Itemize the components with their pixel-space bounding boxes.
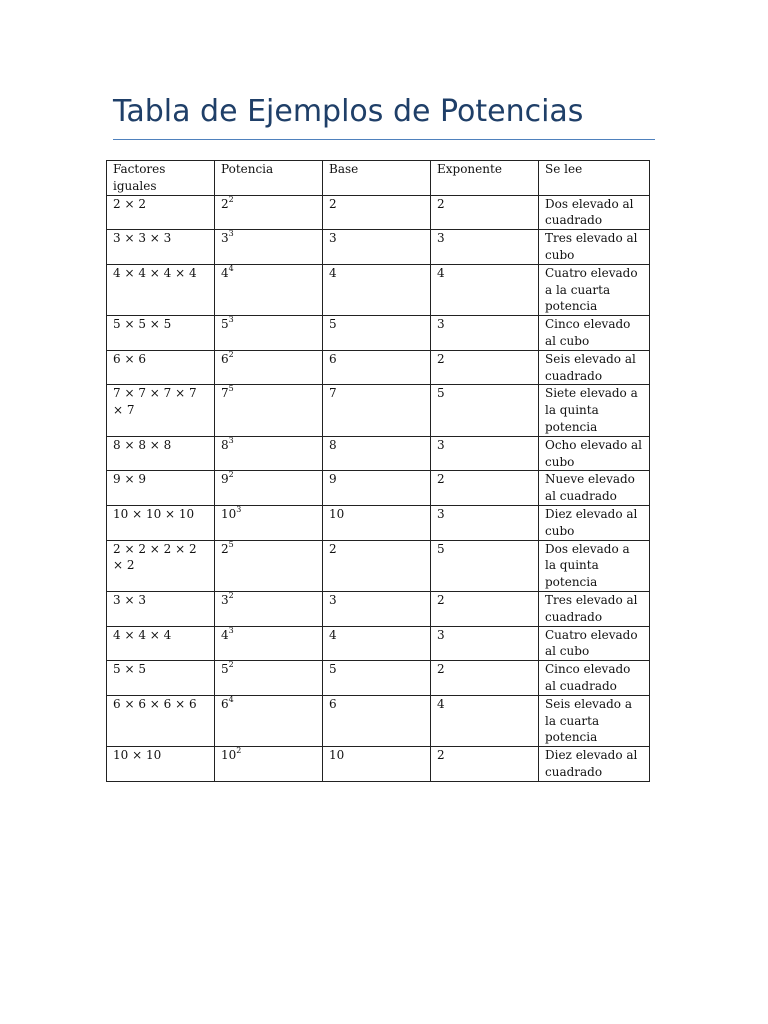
cell-factores: 10 × 10 × 10: [107, 505, 215, 540]
cell-potencia: [215, 471, 323, 506]
title-underline-rule: [113, 139, 655, 140]
power-exponent: 3: [228, 436, 234, 445]
power-exponent: 3: [228, 315, 234, 325]
table-row: [107, 316, 650, 351]
cell-se-lee: Siete elevado a la quinta potencia: [539, 385, 650, 436]
power-base: 2: [221, 541, 229, 556]
cell-factores: 4 × 4 × 4: [107, 626, 215, 661]
cell-exponente: 5: [431, 385, 539, 436]
header-base: Base: [323, 161, 431, 196]
cell-potencia: [215, 385, 323, 436]
cell-factores: 3 × 3: [107, 591, 215, 626]
power-base: 10: [221, 506, 237, 521]
header-row: [107, 161, 650, 196]
table-row: [107, 747, 650, 782]
cell-se-lee: Nueve elevado al cuadrado: [539, 471, 650, 506]
power-base: 3: [221, 231, 229, 246]
table-row: [107, 471, 650, 506]
cell-se-lee: Seis elevado a la cuarta potencia: [539, 695, 650, 746]
power-exponent: 2: [228, 350, 234, 359]
cell-factores: 9 × 9: [107, 471, 215, 506]
power-base: 5: [221, 662, 229, 677]
cell-se-lee: Diez elevado al cuadrado: [539, 747, 650, 782]
table-row: [107, 661, 650, 696]
header-se-lee: Se lee: [539, 161, 650, 196]
power-exponent: 2: [228, 470, 234, 480]
cell-exponente: 4: [431, 695, 539, 746]
cell-exponente: 2: [431, 591, 539, 626]
cell-se-lee: Ocho elevado al cubo: [539, 436, 650, 471]
cell-factores: 5 × 5 × 5: [107, 316, 215, 351]
cell-base: 7: [323, 385, 431, 436]
power-exponent: 2: [236, 746, 242, 756]
power-base: 4: [221, 265, 229, 280]
cell-base: 3: [323, 591, 431, 626]
cell-potencia: [215, 626, 323, 661]
table-row: [107, 591, 650, 626]
cell-potencia: [215, 505, 323, 540]
cell-base: 6: [323, 695, 431, 746]
powers-table: [106, 160, 650, 782]
cell-exponente: 3: [431, 316, 539, 351]
cell-exponente: 2: [431, 350, 539, 385]
header-factores-iguales: Factores iguales: [107, 161, 215, 196]
power-exponent: 2: [228, 660, 234, 670]
cell-potencia: [215, 540, 323, 591]
power-base: 4: [221, 627, 229, 642]
power-exponent: 5: [228, 384, 234, 394]
power-base: 6: [221, 351, 229, 366]
cell-base: 3: [323, 230, 431, 265]
power-exponent: 4: [228, 264, 234, 273]
cell-exponente: 3: [431, 230, 539, 265]
table-row: [107, 230, 650, 265]
power-exponent: 5: [228, 540, 234, 549]
cell-se-lee: Tres elevado al cubo: [539, 230, 650, 265]
power-base: 2: [221, 196, 229, 211]
cell-base: 6: [323, 350, 431, 385]
cell-factores: 10 × 10: [107, 747, 215, 782]
cell-factores: 8 × 8 × 8: [107, 436, 215, 471]
cell-exponente: 3: [431, 436, 539, 471]
cell-exponente: 2: [431, 747, 539, 782]
power-base: 10: [221, 748, 237, 763]
cell-base: 4: [323, 626, 431, 661]
cell-exponente: 3: [431, 505, 539, 540]
document-title: Tabla de Ejemplos de Potencias: [113, 94, 584, 129]
cell-exponente: 5: [431, 540, 539, 591]
cell-base: 10: [323, 505, 431, 540]
table-row: [107, 436, 650, 471]
cell-base: 9: [323, 471, 431, 506]
cell-potencia: [215, 661, 323, 696]
cell-factores: 2 × 2: [107, 195, 215, 230]
cell-potencia: [215, 195, 323, 230]
cell-potencia: [215, 264, 323, 315]
cell-factores: 6 × 6: [107, 350, 215, 385]
cell-factores: 2 × 2 × 2 × 2 × 2: [107, 540, 215, 591]
power-base: 8: [221, 437, 229, 452]
power-exponent: 2: [228, 591, 234, 600]
cell-potencia: [215, 316, 323, 351]
cell-se-lee: Cinco elevado al cubo: [539, 316, 650, 351]
cell-factores: 7 × 7 × 7 × 7 × 7: [107, 385, 215, 436]
table-row: [107, 540, 650, 591]
cell-factores: 3 × 3 × 3: [107, 230, 215, 265]
power-exponent: 4: [228, 695, 234, 704]
power-base: 5: [221, 317, 229, 332]
cell-base: 5: [323, 661, 431, 696]
cell-potencia: [215, 230, 323, 265]
cell-factores: 6 × 6 × 6 × 6: [107, 695, 215, 746]
cell-potencia: [215, 747, 323, 782]
cell-exponente: 3: [431, 626, 539, 661]
cell-se-lee: Tres elevado al cuadrado: [539, 591, 650, 626]
cell-potencia: [215, 591, 323, 626]
table-row: [107, 695, 650, 746]
table-body: [107, 195, 650, 781]
power-exponent: 3: [236, 505, 242, 514]
cell-base: 4: [323, 264, 431, 315]
cell-exponente: 2: [431, 195, 539, 230]
cell-base: 2: [323, 195, 431, 230]
cell-base: 5: [323, 316, 431, 351]
cell-se-lee: Diez elevado al cubo: [539, 505, 650, 540]
cell-base: 8: [323, 436, 431, 471]
table-row: [107, 385, 650, 436]
cell-exponente: 2: [431, 471, 539, 506]
cell-factores: 5 × 5: [107, 661, 215, 696]
power-base: 3: [221, 592, 229, 607]
cell-se-lee: Cinco elevado al cuadrado: [539, 661, 650, 696]
cell-potencia: [215, 436, 323, 471]
table-row: [107, 626, 650, 661]
cell-potencia: [215, 695, 323, 746]
cell-se-lee: Cuatro elevado a la cuarta potencia: [539, 264, 650, 315]
power-base: 9: [221, 472, 229, 487]
power-exponent: 3: [228, 229, 234, 239]
cell-base: 2: [323, 540, 431, 591]
cell-exponente: 4: [431, 264, 539, 315]
cell-se-lee: Cuatro elevado al cubo: [539, 626, 650, 661]
table-row: [107, 505, 650, 540]
power-base: 6: [221, 696, 229, 711]
cell-potencia: [215, 350, 323, 385]
cell-se-lee: Dos elevado al cuadrado: [539, 195, 650, 230]
power-exponent: 3: [228, 626, 234, 635]
header-exponente: Exponente: [431, 161, 539, 196]
table-row: [107, 195, 650, 230]
cell-se-lee: Dos elevado a la quinta potencia: [539, 540, 650, 591]
table-row: [107, 264, 650, 315]
cell-se-lee: Seis elevado al cuadrado: [539, 350, 650, 385]
table-row: [107, 350, 650, 385]
power-exponent: 2: [228, 195, 234, 204]
cell-base: 10: [323, 747, 431, 782]
header-potencia: Potencia: [215, 161, 323, 196]
cell-factores: 4 × 4 × 4 × 4: [107, 264, 215, 315]
table-header: [107, 161, 650, 196]
cell-exponente: 2: [431, 661, 539, 696]
power-base: 7: [221, 386, 229, 401]
